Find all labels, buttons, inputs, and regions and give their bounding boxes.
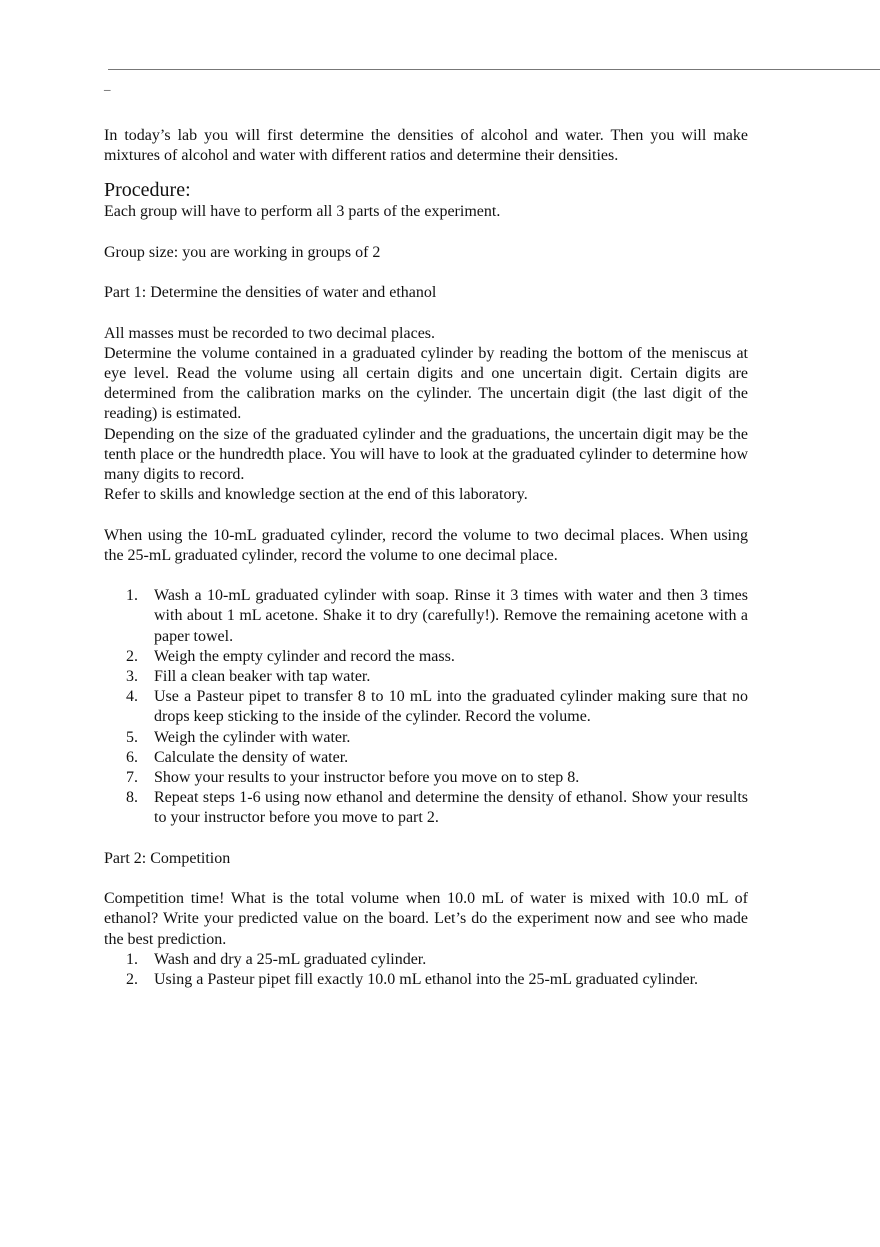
- part1-title: Part 1: Determine the densities of water and ethanol: [104, 284, 437, 302]
- list-item: 8. Repeat steps 1-6 using now ethanol and determine the density of ethanol. Show your results to your instructor before you move to part 2.: [126, 789, 748, 827]
- header-rule: [108, 69, 880, 70]
- list-item: 7. Show your results to your instructor before you move on to step 8.: [126, 769, 580, 787]
- refer-text: Refer to skills and knowledge section at the end of this laboratory.: [104, 486, 528, 504]
- list-item: 4. Use a Pasteur pipet to transfer 8 to 10 mL into the graduated cylinder making sure that no drops keep sticking to the inside of the cylinder. Record the volume.: [126, 688, 748, 726]
- procedure-heading: Procedure:: [104, 179, 191, 202]
- header-mark: _: [104, 77, 111, 92]
- volume-paragraph: Determine the volume contained in a graduated cylinder by reading the bottom of the meniscus at eye level. Read the volume using all certain digits and one uncertain digit. Certain digits are determined from the calibration marks on the cylinder. The uncertain digit (the last digit of the reading) is estimated.: [104, 344, 748, 423]
- each-group-text: Each group will have to perform all 3 parts of the experiment.: [104, 203, 501, 221]
- part2-steps-list: [104, 950, 748, 990]
- cylinder-note: When using the 10-mL graduated cylinder, record the volume to two decimal places. When using the 25-mL graduated cylinder, record the volume to one decimal place.: [104, 526, 748, 564]
- document-body: [104, 126, 748, 990]
- list-item: 5. Weigh the cylinder with water.: [126, 728, 351, 746]
- list-item: 2. Weigh the empty cylinder and record the mass.: [126, 647, 455, 665]
- list-item: 2. Using a Pasteur pipet fill exactly 10.0 mL ethanol into the 25-mL graduated cylinder.: [126, 971, 699, 989]
- list-item: 3. Fill a clean beaker with tap water.: [126, 668, 371, 685]
- list-item: 6. Calculate the density of water.: [126, 748, 349, 766]
- list-item: 1. Wash and dry a 25-mL graduated cylinder.: [126, 950, 427, 968]
- part2-title: Part 2: Competition: [104, 849, 231, 867]
- part1-steps-list: [104, 586, 748, 828]
- intro-paragraph: In today’s lab you will first determine the densities of alcohol and water. Then you will make mixtures of alcohol and water with different ratios and determine their densities.: [104, 127, 748, 165]
- depending-paragraph: Depending on the size of the graduated cylinder and the graduations, the uncertain digit may be the tenth place or the hundredth place. You will have to look at the graduated cylinder to determine how many digits to record.: [104, 425, 748, 483]
- masses-text: All masses must be recorded to two decimal places.: [104, 324, 436, 342]
- group-size-text: Group size: you are working in groups of 2: [104, 243, 381, 261]
- part2-intro: Competition time! What is the total volume when 10.0 mL of water is mixed with 10.0 mL of ethanol? Write your predicted value on the board. Let’s do the experiment now and see who made the best prediction.: [104, 890, 748, 948]
- list-item: 1. Wash a 10-mL graduated cylinder with soap. Rinse it 3 times with water and then 3 times with about 1 mL acetone. Shake it to dry (carefully!). Remove the remaining acetone with a paper towel.: [126, 587, 748, 645]
